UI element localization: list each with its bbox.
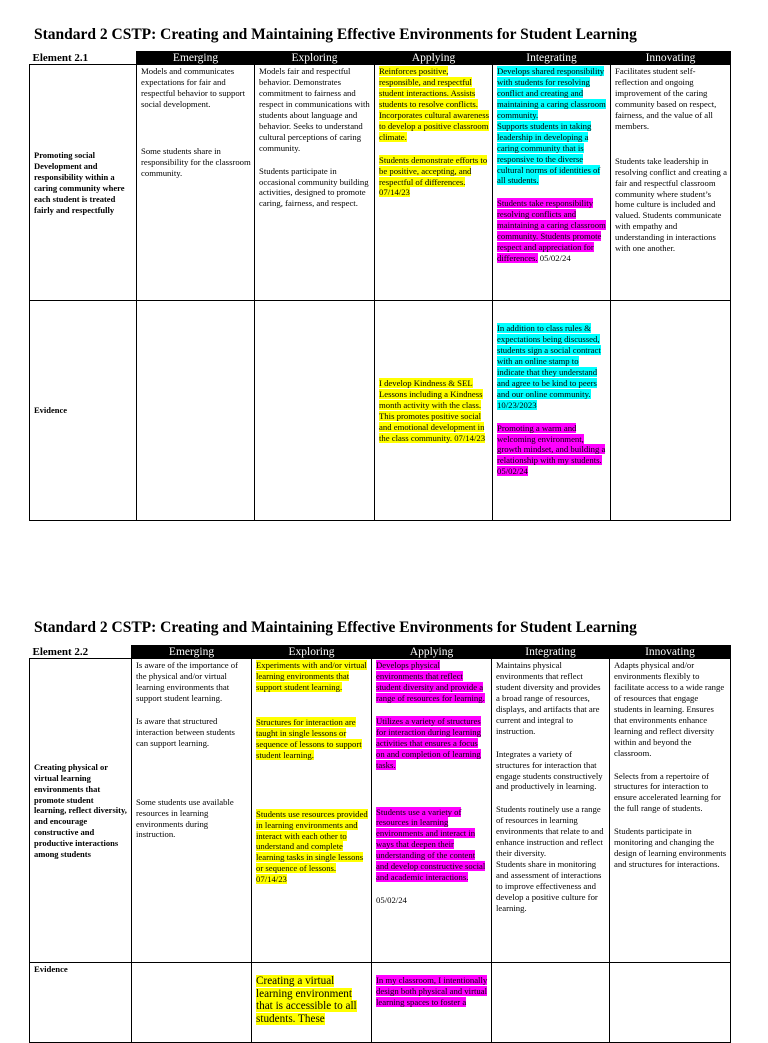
level-header-emerging: Emerging (137, 52, 255, 65)
evidence-applying (372, 963, 492, 1043)
cell-integrating (493, 65, 611, 301)
evidence-text: In my classroom, I intentionally design both physical and virtual learning spaces to foster a (376, 975, 488, 1008)
cell-applying (375, 65, 493, 301)
section2-title: Standard 2 CSTP: Creating and Maintaining Effective Environments for Student Learning (34, 619, 637, 636)
highlighted-student-descriptor: Students take responsibility resolving conflicts and maintaining a caring classroom community. Students promote respect and appreciation for differences. (497, 198, 606, 263)
evidence-text: Promoting a warm and welcoming environment, growth mindset, and building a relationship with my students. 05/02/24 (497, 422, 606, 477)
level-header-integrating: Integrating (493, 52, 611, 65)
level-header-applying: Applying (372, 646, 492, 659)
evidence-text: Creating a virtual learning environment that is accessible to all students. These (256, 975, 357, 1025)
student-descriptor-text: Students participate in monitoring and changing the design of learning environments and structures for interactions. (614, 826, 727, 869)
highlighted-student-descriptor: Students use resources provided in learning environments and interact with each other to understand and complete learning tasks in single lessons or sequence of lessons. 07/14/23 (256, 808, 368, 885)
evidence-exploring (255, 301, 375, 521)
student-descriptor-text: Students routinely use a range of resources in learning environments that relate to and enhance instruction and reflect their diversity. (496, 804, 604, 858)
cell-emerging (132, 659, 252, 963)
descriptor-text: Is aware of the importance of the physical and/or virtual learning environments that support student learning. (136, 660, 239, 704)
evidence-emerging (137, 301, 255, 521)
descriptor-text: Facilitates student self-reflection and ongoing improvement of the caring community based on respect, fairness, and the value of all members. (615, 66, 717, 131)
date-text: 05/02/24 (537, 252, 571, 263)
student-descriptor-text: Students take leadership in resolving conflict and creating a fair and respectful classroom community where student’s home culture is included and valued. Students communicate with empathy and understanding in interactions with one another. (615, 155, 727, 254)
cell-emerging (137, 65, 255, 301)
evidence-exploring (252, 963, 372, 1043)
evidence-innovating (610, 963, 731, 1043)
evidence-innovating (611, 301, 731, 521)
highlighted-descriptor: Utilizes a variety of structures for interaction during learning activities that ensures a focus on and completion of learning tasks. (376, 716, 481, 770)
evidence-label: Evidence (30, 963, 132, 1043)
evidence-integrating (492, 963, 610, 1043)
cell-innovating (611, 65, 731, 301)
level-header-applying: Applying (375, 52, 493, 65)
cell-exploring (255, 65, 375, 301)
descriptor-text: Models fair and respectful behavior. Demonstrates commitment to fairness and respect in communications with students about language and behavior. Seeks to understand cultural perceptions of caring community. (259, 66, 370, 153)
element-2-1-table (29, 51, 731, 521)
cell-exploring (252, 659, 372, 963)
highlighted-descriptor: Develops physical environments that reflect student diversity and provide a range of resources for learning. (376, 660, 485, 704)
level-header-exploring: Exploring (255, 52, 375, 65)
student-descriptor-text: Some students share in responsibility for the classroom community. (141, 146, 251, 178)
descriptor-text: Is aware that structured interaction between students can support learning. (136, 716, 235, 748)
element-2-2-table (29, 645, 731, 1043)
row-label: Creating physical or virtual learning environments that promote student learning, reflect diversity, and encourage constructive and productive interactions among students (30, 659, 132, 963)
date-text: 05/02/24 (376, 894, 407, 905)
level-header-exploring: Exploring (252, 646, 372, 659)
highlighted-descriptor: Incorporates cultural awareness to develop a positive classroom climate. (379, 110, 489, 142)
highlighted-descriptor: Reinforces positive, responsible, and respectful student interactions. Assists students to resolve conflicts. (379, 66, 478, 110)
descriptor-text: Maintains physical environments that reflect student diversity and provides a broad range of resources, displays, and artifacts that are current and integral to instruction. (496, 660, 601, 736)
evidence-integrating (493, 301, 611, 521)
evidence-emerging (132, 963, 252, 1043)
element-label: Element 2.2 (30, 646, 132, 659)
descriptor-text: Integrates a variety of structures for interaction that engage students constructively and productively in learning. (496, 748, 603, 792)
highlighted-descriptor: Structures for interaction are taught in single lessons or sequence of lessons to support student learning. (256, 717, 362, 760)
descriptor-text: Models and communicates expectations for fair and respectful behavior to support social development. (141, 66, 245, 110)
highlighted-descriptor: Supports students in taking leadership in developing a caring community that is responsive to the diverse cultural norms of identities of all students. (497, 120, 601, 186)
section1-title: Standard 2 CSTP: Creating and Maintaining Effective Environments for Student Learning (34, 26, 637, 43)
row-label: Promoting social Development and responsibility within a caring community where each student is treated fairly and respectfully (30, 65, 137, 301)
evidence-text: In addition to class rules & expectations being discussed, students sign a social contract with an online stamp to indicate that they understand and agree to be kind to peers and our online community. 10/23/2023 (497, 323, 601, 410)
evidence-applying (375, 301, 493, 521)
cell-integrating (492, 659, 610, 963)
evidence-text: I develop Kindness & SEL Lessons including a Kindness month activity with the class. This promotes positive social and emotional development in the class community. 07/14/23 (379, 378, 486, 443)
level-header-innovating: Innovating (611, 52, 731, 65)
student-descriptor-text: Students share in monitoring and assessment of interactions to improve effectiveness and develop a positive culture for learning. (496, 858, 602, 913)
highlighted-descriptor: Experiments with and/or virtual learning environments that support student learning. (256, 660, 367, 693)
highlighted-student-descriptor: Students demonstrate efforts to be positive, accepting, and respectful of differences. 07/14/23 (379, 154, 488, 198)
level-header-innovating: Innovating (610, 646, 731, 659)
element-label: Element 2.1 (30, 52, 137, 65)
descriptor-text: Selects from a repertoire of structures for interaction to ensure accelerated learning for the full range of students. (614, 770, 721, 814)
cell-applying (372, 659, 492, 963)
highlighted-student-descriptor: Students use a variety of resources in learning environments and interact in ways that deepen their understanding of the content and develop constructive social and academic interactions. (376, 806, 486, 882)
student-descriptor-text: Students participate in occasional community building activities, designed to promote caring, fairness, and respect. (259, 165, 369, 209)
level-header-emerging: Emerging (132, 646, 252, 659)
level-header-integrating: Integrating (492, 646, 610, 659)
descriptor-text: Adapts physical and/or environments flexibly to facilitate access to a wide range of resources that engage students in learning. Ensures that environments enhance learning and reflect diversity within and beyond the classroom. (614, 660, 725, 758)
cell-innovating (610, 659, 731, 963)
student-descriptor-text: Some students use available resources in learning environments during instruction. (136, 796, 234, 840)
highlighted-descriptor: Develops shared responsibility with students for resolving conflict and creating and maintaining a caring classroom community. (497, 66, 606, 121)
evidence-label: Evidence (30, 301, 137, 521)
